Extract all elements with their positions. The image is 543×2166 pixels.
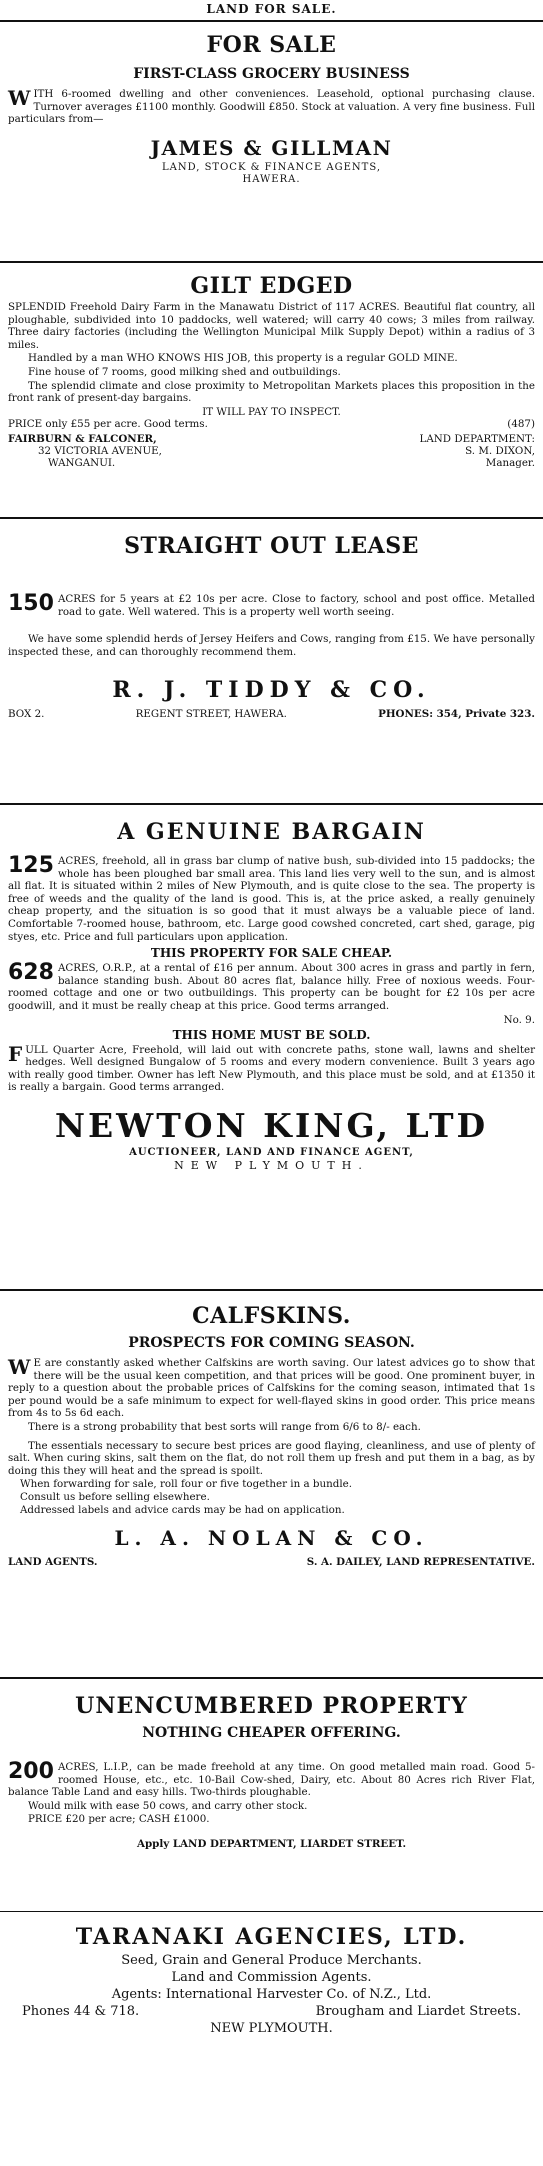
ad-paragraph: The essentials necessary to secure best prices are good flaying, cleanliness, and use of plenty of salt. When curing skins, salt them on the flat, do not roll them up fresh and put them in a bag, as by doing this they will heat and the spread is spoilt. — [8, 1439, 535, 1477]
divider — [0, 20, 543, 22]
ad-straight-out-lease — [0, 521, 543, 801]
ad-genuine-bargain — [0, 807, 543, 1287]
ad-paragraph: Would milk with ease 50 cows, and carry other stock. — [28, 1799, 308, 1812]
acre-number: 628 — [8, 960, 54, 986]
ad-paragraph: 150 ACRES for 5 years at £2 10s per acre. Close to factory, school and post office. Metalled road to gate. Well watered. This is a property well worth seeing. — [8, 591, 535, 618]
ad-title: GILT EDGED — [190, 273, 353, 299]
ad-paragraph: There is a strong probability that best sorts will range from 6/6 to 8/- each. — [28, 1420, 421, 1433]
ad-paragraph: SPLENDID Freehold Dairy Farm in the Manawatu District of 117 ACRES. Beautiful flat country, all ploughable, subdivided into 10 paddocks, well watered; will carry 40 cows; 3 miles from railway. Three dairy factories (including the Wellington Municipal Milk Supply Depot) within a radius of 3 miles. — [8, 301, 535, 351]
apply-line: Apply LAND DEPARTMENT, LIARDET STREET. — [136, 1837, 407, 1850]
divider — [0, 517, 543, 519]
firm-contact-row — [8, 2003, 535, 2020]
firm-contact-row — [8, 708, 535, 720]
reference-row — [8, 1014, 535, 1026]
ad-title: STRAIGHT OUT LEASE — [124, 533, 419, 559]
ad-grocery-business — [0, 24, 543, 259]
firm-name: FAIRBURN & FALCONER, — [8, 433, 157, 446]
manager-name: S. M. DIXON, — [465, 445, 535, 458]
ad-title: A GENUINE BARGAIN — [117, 819, 426, 845]
section-header: LAND FOR SALE. — [206, 2, 337, 16]
firm-description: AUCTIONEER, LAND AND FINANCE AGENT, — [129, 1146, 414, 1158]
address-line: 32 VICTORIA AVENUE, — [38, 445, 162, 458]
ad-title: FOR SALE — [206, 32, 337, 58]
ad-subtitle: PROSPECTS FOR COMING SEASON. — [128, 1335, 415, 1351]
instruction-line: Consult us before selling elsewhere. — [20, 1490, 210, 1503]
ad-subheading: THIS HOME MUST BE SOLD. — [172, 1027, 371, 1042]
ad-paragraph: Fine house of 7 rooms, good milking shed and outbuildings. — [28, 365, 341, 378]
ad-paragraph: We have some splendid herds of Jersey Heifers and Cows, ranging from £15. We have personally inspected these, and can thoroughly recommend them. — [8, 633, 535, 658]
phone-numbers: Phones 44 & 718. — [22, 2004, 140, 2019]
firm-description: LAND, STOCK & FINANCE AGENTS, — [161, 161, 382, 173]
divider — [0, 1289, 543, 1291]
street-address: REGENT STREET, HAWERA. — [135, 708, 287, 721]
firm-name: NEWTON KING, LTD — [54, 1105, 489, 1145]
acre-number: 125 — [8, 853, 54, 878]
ad-subheading: THIS PROPERTY FOR SALE CHEAP. — [150, 946, 393, 961]
acre-number: 200 — [8, 1759, 54, 1784]
ad-calfskins — [0, 1293, 543, 1675]
box-number: BOX 2. — [8, 708, 45, 721]
ad-body: WITH 6-roomed dwelling and other conveniences. Leasehold, optional purchasing clause. Turnover averages £1100 monthly. Goodwill £850. Stock at valuation. A very fine business. Full particulars from— — [8, 86, 535, 126]
ad-paragraph: 125 ACRES, freehold, all in grass bar clump of native bush, sub-divided into 15 paddocks; the whole has been ploughed bar small area. This land lies very well to the sun, and is almost all flat. It is situated within 2 miles of New Plymouth, and is quite close to the sea. The property is free of weeds and the quality of the land is good. This is, at the price asked, a really genuinely cheap property, and the situation is so good that it must always be a valuable piece of land. Comfortable 7-roomed house, bathroom, etc. Large good cowshed concreted, cart shed, garage, pig styes, etc. Price and full particulars upon application. — [8, 853, 535, 943]
drop-cap: W — [8, 1355, 31, 1379]
ad-paragraph: W E are constantly asked whether Calfskins are worth saving. Our latest advices go to show that there will be the usual keen competition, and that prices will be good. One prominent buyer, in reply to a question about the probable prices of Calfskins for the coming season, intimated that 1s per pound would be a safe minimum to expect for well-flayed skins in good order. This price means from 4s to 5s 6d each. — [8, 1355, 535, 1420]
ad-paragraph: Handled by a man WHO KNOWS HIS JOB, this property is a regular GOLD MINE. — [28, 352, 458, 365]
firm-name: TARANAKI AGENCIES, LTD. — [75, 1924, 468, 1950]
manager-title: Manager. — [485, 457, 535, 470]
representative: S. A. DAILEY, LAND REPRESENTATIVE. — [306, 1556, 535, 1569]
ad-taranaki-agencies — [0, 1914, 543, 2064]
department: LAND DEPARTMENT: — [419, 433, 535, 446]
phone-numbers: PHONES: 354, Private 323. — [378, 708, 535, 721]
divider — [0, 1677, 543, 1679]
firm-name: L. A. NOLAN & CO. — [114, 1526, 429, 1551]
ad-title: UNENCUMBERED PROPERTY — [75, 1693, 468, 1719]
firm-town: NEW PLYMOUTH. — [210, 2021, 333, 2036]
ad-subtitle: FIRST-CLASS GROCERY BUSINESS — [133, 66, 410, 82]
reference-number: No. 9. — [503, 1013, 535, 1026]
firm-town: HAWERA. — [242, 173, 301, 185]
acre-number: 150 — [8, 591, 54, 616]
reference-number: (487) — [507, 418, 535, 431]
contacts-row — [8, 433, 535, 469]
left-contact — [8, 433, 162, 469]
instruction-line: When forwarding for sale, roll four or five together in a bundle. — [20, 1478, 353, 1491]
divider — [0, 803, 543, 805]
firm-name: JAMES & GILLMAN — [150, 135, 393, 160]
drop-cap: F — [8, 1041, 23, 1066]
firm-name: R. J. TIDDY & CO. — [112, 677, 431, 704]
firm-line: Agents: International Harvester Co. of N.Z., Ltd. — [111, 1987, 432, 2002]
firm-role: LAND AGENTS. — [8, 1556, 98, 1569]
ad-paragraph: The splendid climate and close proximity to Metropolitan Markets places this proposition in the front rank of present-day bargains. — [8, 379, 535, 405]
drop-cap: W — [8, 86, 31, 110]
right-contact — [420, 433, 535, 469]
ad-paragraph: 628 ACRES, O.R.P., at a rental of £16 per annum. About 300 acres in grass and partly in fern, balance standing bush. About 80 acres flat, balance hilly. Free of noxious weeds. Four-roomed cottage and one or two outbuildings. This property can be bought for £2 10s per acre goodwill, and it must be really cheap at this price. Good terms arranged. — [8, 960, 535, 1012]
ad-title: CALFSKINS. — [192, 1303, 351, 1329]
ad-unencumbered-property — [0, 1681, 543, 1911]
price-row — [8, 418, 535, 430]
street-address: Brougham and Liardet Streets. — [315, 2004, 521, 2019]
instruction-line: Addressed labels and advice cards may be had on application. — [20, 1503, 345, 1516]
firm-line: Seed, Grain and General Produce Merchants. — [121, 1953, 422, 1968]
ad-paragraph: PRICE £20 per acre; CASH £1000. — [28, 1813, 210, 1826]
firm-town: NEW PLYMOUTH. — [174, 1158, 369, 1172]
ad-paragraph: 200 ACRES, L.I.P., can be made freehold at any time. On good metalled main road. Good 5-roomed House, etc., etc. 10-Bail Cow-shed, Dairy, etc. About 80 Acres rich River Flat, balance Table Land and easy hills. Two-thirds ploughable. — [8, 1759, 535, 1799]
firm-line: Land and Commission Agents. — [171, 1970, 372, 1985]
ad-paragraph: FULL Quarter Acre, Freehold, will laid out with concrete paths, stone wall, lawns and shelter hedges. Well designed Bungalow of 5 rooms and every modern convenience. Built 3 years ago with really good timber. Owner has left New Plymouth, and this place must be sold, and at £1350 it is really a bargain. Good terms arranged. — [8, 1041, 535, 1094]
ad-callout: IT WILL PAY TO INSPECT. — [202, 405, 341, 418]
address-line: WANGANUI. — [48, 457, 116, 470]
divider — [0, 1911, 543, 1912]
divider — [0, 261, 543, 263]
ad-subtitle: NOTHING CHEAPER OFFERING. — [142, 1725, 401, 1741]
ad-gilt-edged — [0, 265, 543, 515]
price-text: PRICE only £55 per acre. Good terms. — [8, 418, 208, 431]
firm-contact-row — [8, 1556, 535, 1568]
